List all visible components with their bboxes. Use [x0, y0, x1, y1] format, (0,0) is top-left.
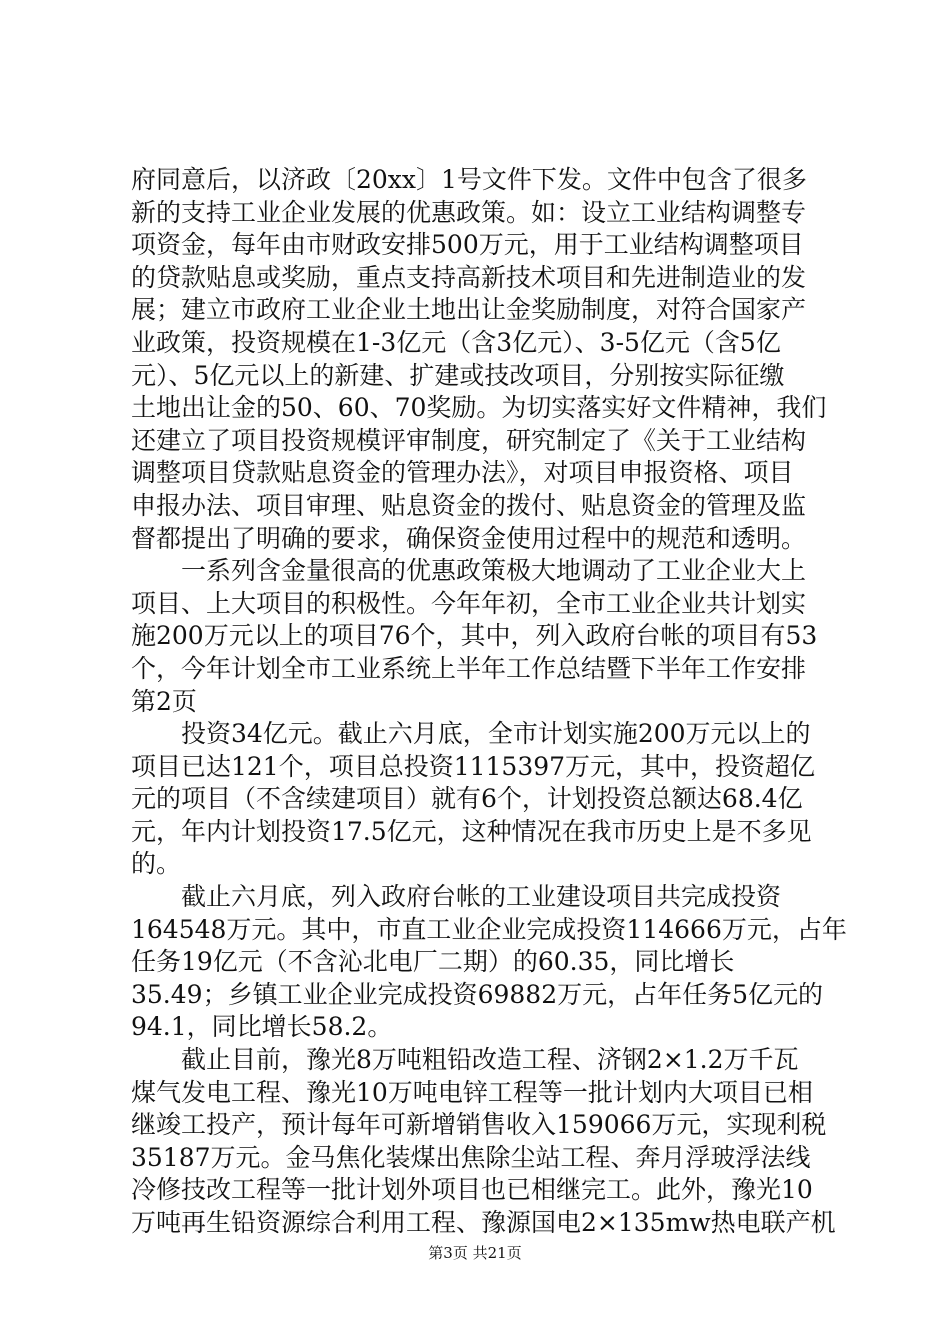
- text-line: 冷修技改工程等一批计划外项目也已相继完工。此外，豫光10: [131, 1175, 813, 1205]
- text-line: 35.49；乡镇工业企业完成投资69882万元，占年任务5亿元的: [131, 979, 824, 1009]
- text-line: 万吨再生铅资源综合利用工程、豫源国电2×135mw热电联产机: [131, 1208, 836, 1237]
- text-line: 业政策，投资规模在1-3亿元（含3亿元）、3-5亿元（含5亿: [131, 327, 781, 357]
- paragraph-start-line: 截止六月底，列入政府台帐的工业建设项目共完成投资: [181, 882, 782, 912]
- page-marker: 第2页: [131, 686, 197, 716]
- text-line: 还建立了项目投资规模评审制度，研究制定了《关于工业结构: [131, 425, 807, 455]
- text-line: 项资金，每年由市财政安排500万元，用于工业结构调整项目: [131, 230, 804, 260]
- text-line: 的贷款贴息或奖励，重点支持高新技术项目和先进制造业的发: [131, 262, 807, 292]
- text-line: 申报办法、项目审理、贴息资金的拨付、贴息资金的管理及监: [131, 490, 807, 520]
- text-line: 调整项目贷款贴息资金的管理办法》，对项目申报资格、项目: [131, 458, 794, 488]
- text-line: 项目已达121个，项目总投资1115397万元，其中，投资超亿: [131, 751, 816, 781]
- text-line: 新的支持工业企业发展的优惠政策。如：设立工业结构调整专: [131, 197, 807, 227]
- paragraph-start-line: 一系列含金量很高的优惠政策极大地调动了工业企业大上: [181, 556, 807, 586]
- paragraph-start-line: 截止目前，豫光8万吨粗铅改造工程、济钢2×1.2万千瓦: [181, 1045, 799, 1075]
- text-line: 164548万元。其中，市直工业企业完成投资114666万元，占年: [131, 914, 847, 944]
- text-line: 的。: [131, 849, 182, 879]
- text-line: 任务19亿元（不含沁北电厂二期）的60.35，同比增长: [131, 947, 735, 977]
- text-line: 项目、上大项目的积极性。今年年初，全市工业企业共计划实: [131, 588, 807, 618]
- document-body: [131, 164, 847, 1240]
- text-line: 督都提出了明确的要求，确保资金使用过程中的规范和透明。: [131, 523, 807, 553]
- text-line: 煤气发电工程、豫光10万吨电锌工程等一批计划内大项目已相: [131, 1077, 813, 1107]
- page-footer: 第3页 共21页: [428, 1244, 522, 1262]
- text-line: 土地出让金的50、60、70奖励。为切实落实好文件精神，我们: [131, 393, 827, 423]
- text-line: 35187万元。金马焦化装煤出焦除尘站工程、奔月浮玻浮法线: [131, 1142, 811, 1172]
- text-line: 展；建立市政府工业企业土地出让金奖励制度，对符合国家产: [131, 295, 807, 325]
- text-line: 94.1，同比增长58.2。: [131, 1012, 393, 1042]
- text-line: 元）、5亿元以上的新建、扩建或技改项目，分别按实际征缴: [131, 360, 785, 390]
- text-line: 继竣工投产，预计每年可新增销售收入159066万元，实现利税: [131, 1110, 827, 1140]
- text-line: 府同意后，以济政〔20xx〕1号文件下发。文件中包含了很多: [131, 165, 807, 194]
- text-line: 元的项目（不含续建项目）就有6个，计划投资总额达68.4亿: [131, 784, 803, 814]
- text-line: 元，年内计划投资17.5亿元，这种情况在我市历史上是不多见: [131, 816, 812, 846]
- paragraph-start-line: 投资34亿元。截止六月底，全市计划实施200万元以上的: [181, 719, 811, 749]
- text-line: 施200万元以上的项目76个，其中，列入政府台帐的项目有53: [131, 621, 818, 651]
- text-line: 个，今年计划全市工业系统上半年工作总结暨下半年工作安排: [131, 653, 807, 683]
